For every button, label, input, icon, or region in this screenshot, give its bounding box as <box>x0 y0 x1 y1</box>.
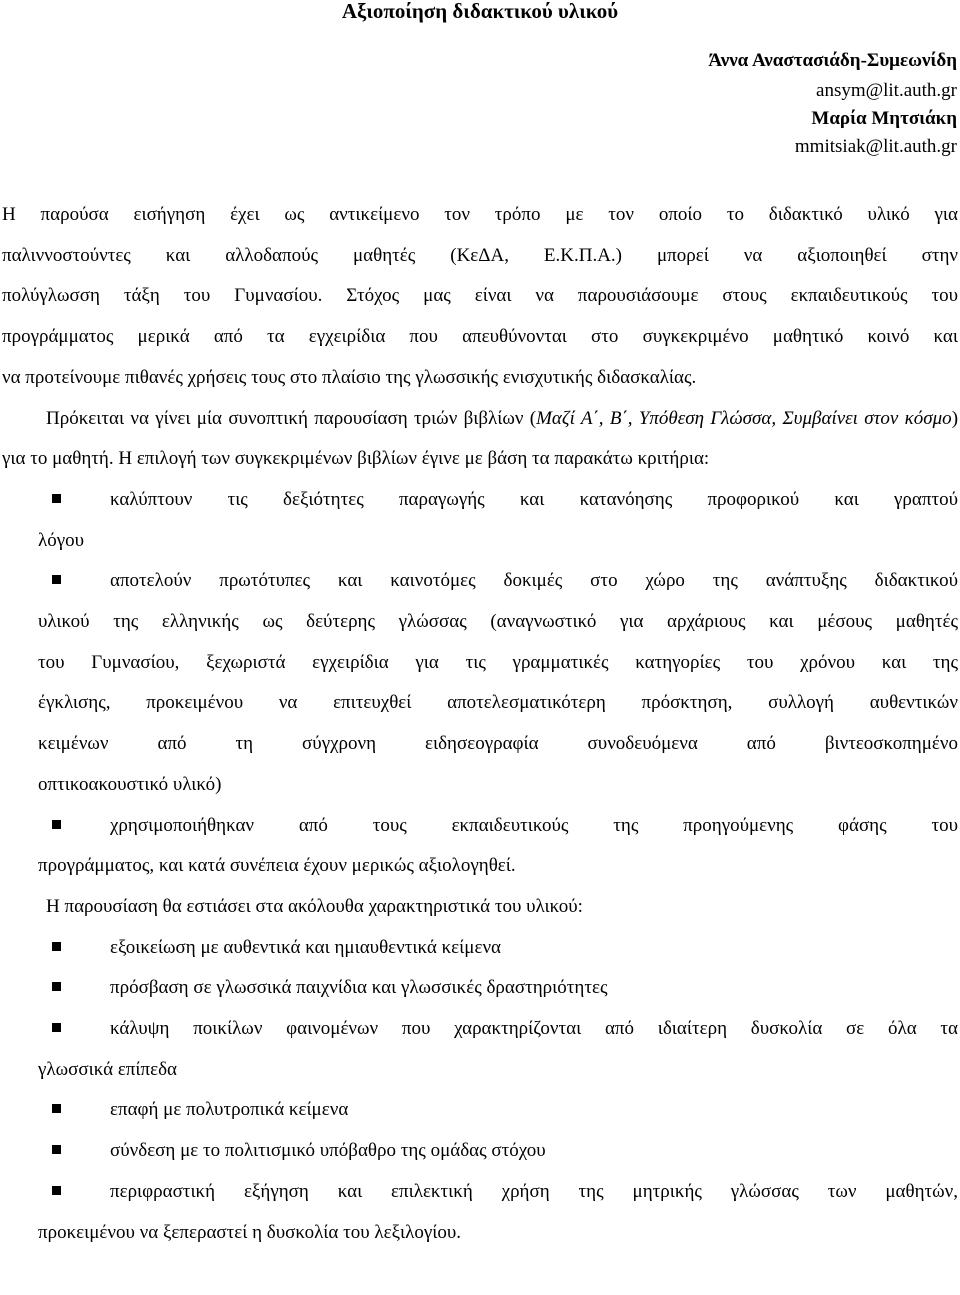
features-list <box>2 928 958 1254</box>
criterion-item-continuation: προγράμματος, και κατά συνέπεια έχουν μερικώς αξιολογηθεί. <box>38 855 516 877</box>
feature-item-4 <box>2 1090 958 1131</box>
bullet-square-icon <box>52 1186 61 1195</box>
criterion-item-continuation: οπτικοακουστικό υλικό) <box>38 773 222 795</box>
criterion-item-2 <box>2 561 958 602</box>
bullet-square-icon <box>52 820 61 829</box>
paragraph-1-line-3: πολύγλωσση τάξη του Γυμνασίου. Στόχος μας είναι να παρουσιάσουμε στους εκπαιδευτικούς του <box>2 285 958 307</box>
criterion-item-text: καλύπτουν τις δεξιότητες παραγωγής και κατανόησης προφορικού και γραπτού <box>110 488 958 510</box>
feature-item-text: πρόσβαση σε γλωσσικά παιχνίδια και γλωσσικές δραστηριότητες <box>110 977 608 999</box>
feature-item-text: κάλυψη ποικίλων φαινομένων που χαρακτηρίζονται από ιδιαίτερη δυσκολία σε όλα τα <box>110 1018 958 1040</box>
book-titles-2: Συμβαίνει στον κόσμο <box>782 407 952 429</box>
bullet-square-icon <box>52 1023 61 1032</box>
author-name-2: Μαρία Μητσιάκη <box>811 108 957 129</box>
document-title: Αξιοποίηση διδακτικού υλικού <box>341 0 619 23</box>
feature-item-1 <box>2 928 958 969</box>
criterion-item-continuation: κειμένων από τη σύγχρονη ειδησεογραφία συνοδευόμενα από βιντεοσκοπημένο <box>38 733 958 755</box>
feature-item-text: περιφραστική εξήγηση και επιλεκτική χρήση της μητρικής γλώσσας των μαθητών, <box>110 1180 958 1202</box>
paragraph-1-line-1: Η παρούσα εισήγηση έχει ως αντικείμενο τον τρόπο με τον οποίο το διδακτικό υλικό για <box>2 204 958 225</box>
bullet-square-icon <box>52 575 61 584</box>
feature-item-text: σύνδεση με το πολιτισμικό υπόβαθρο της ομάδας στόχου <box>110 1140 546 1162</box>
feature-item-text: επαφή με πολυτροπικά κείμενα <box>110 1099 349 1121</box>
paragraph-2-line-3: παρακάτω κριτήρια: <box>554 448 710 470</box>
criterion-item-3 <box>2 806 958 847</box>
bullet-square-icon <box>52 1104 61 1113</box>
feature-item-continuation: προκειμένου να ξεπεραστεί η δυσκολία του λεξιλογίου. <box>38 1221 462 1243</box>
criterion-item-text: χρησιμοποιήθηκαν από τους εκπαιδευτικούς της προηγούμενης φάσης του <box>110 814 958 836</box>
paragraph-1-line-2: παλιννοστούντες και αλλοδαπούς μαθητές (ΚεΔΑ, Ε.Κ.Π.Α.) μπορεί να αξιοποιηθεί στην <box>2 244 958 266</box>
bullet-square-icon <box>52 942 61 951</box>
criterion-item-continuation: λόγου <box>38 529 85 551</box>
feature-item-3 <box>2 1009 958 1050</box>
bullet-square-icon <box>52 982 61 991</box>
focus-intro: Η παρουσίαση θα εστιάσει στα ακόλουθα χαρακτηριστικά του υλικού: <box>46 895 583 917</box>
bullet-square-icon <box>52 494 61 503</box>
author-name-1: Άννα Αναστασιάδη-Συμεωνίδη <box>708 50 957 71</box>
feature-item-6 <box>2 1172 958 1213</box>
criterion-item-continuation: υλικού της ελληνικής ως δεύτερης γλώσσας (αναγνωστικό για αρχάριους και μέσους μαθητές <box>38 611 958 633</box>
paragraph-2 <box>2 399 958 480</box>
feature-item-continuation: γλωσσικά επίπεδα <box>38 1058 177 1080</box>
author-email-2: mmitsiak@lit.auth.gr <box>794 136 957 157</box>
criterion-item-text: αποτελούν πρωτότυπες και καινοτόμες δοκιμές στο χώρο της ανάπτυξης διδακτικού <box>110 570 958 592</box>
criteria-list <box>2 480 958 887</box>
criterion-item-1 <box>2 480 958 521</box>
paragraph-2-lead: Πρόκειται να γίνει μία συνοπτική παρουσίαση τριών βιβλίων ( <box>46 407 537 429</box>
author-email-1: ansym@lit.auth.gr <box>816 80 957 101</box>
criterion-item-continuation: έγκλισης, προκειμένου να επιτευχθεί αποτελεσματικότερη πρόσκτηση, συλλογή αυθεντικών <box>38 692 958 714</box>
feature-item-5 <box>2 1131 958 1172</box>
feature-item-2 <box>2 968 958 1009</box>
document-body <box>2 195 958 1253</box>
criterion-item-continuation: του Γυμνασίου, ξεχωριστά εγχειρίδια για τις γραμματικές κατηγορίες του χρόνου και της <box>38 651 958 673</box>
bullet-square-icon <box>52 1145 61 1154</box>
paragraph-1-line-5: να προτείνουμε πιθανές χρήσεις τους στο πλαίσιο της γλωσσικής ενισχυτικής διδασκαλίας. <box>2 366 697 388</box>
paragraph-1-line-4: προγράμματος μερικά από τα εγχειρίδια που απευθύνονται στο συγκεκριμένο μαθητικό κοινό και <box>2 326 958 348</box>
paragraph-2-after-titles: ) για το μαθητή. Η επιλογή των συγκεκριμένων βιβλίων έγινε με βάση τα <box>2 407 959 470</box>
feature-item-text: εξοικείωση με αυθεντικά και ημιαυθεντικά κείμενα <box>110 936 501 958</box>
book-titles-1: Μαζί Α΄, Β΄, Υπόθεση Γλώσσα, <box>536 407 777 429</box>
